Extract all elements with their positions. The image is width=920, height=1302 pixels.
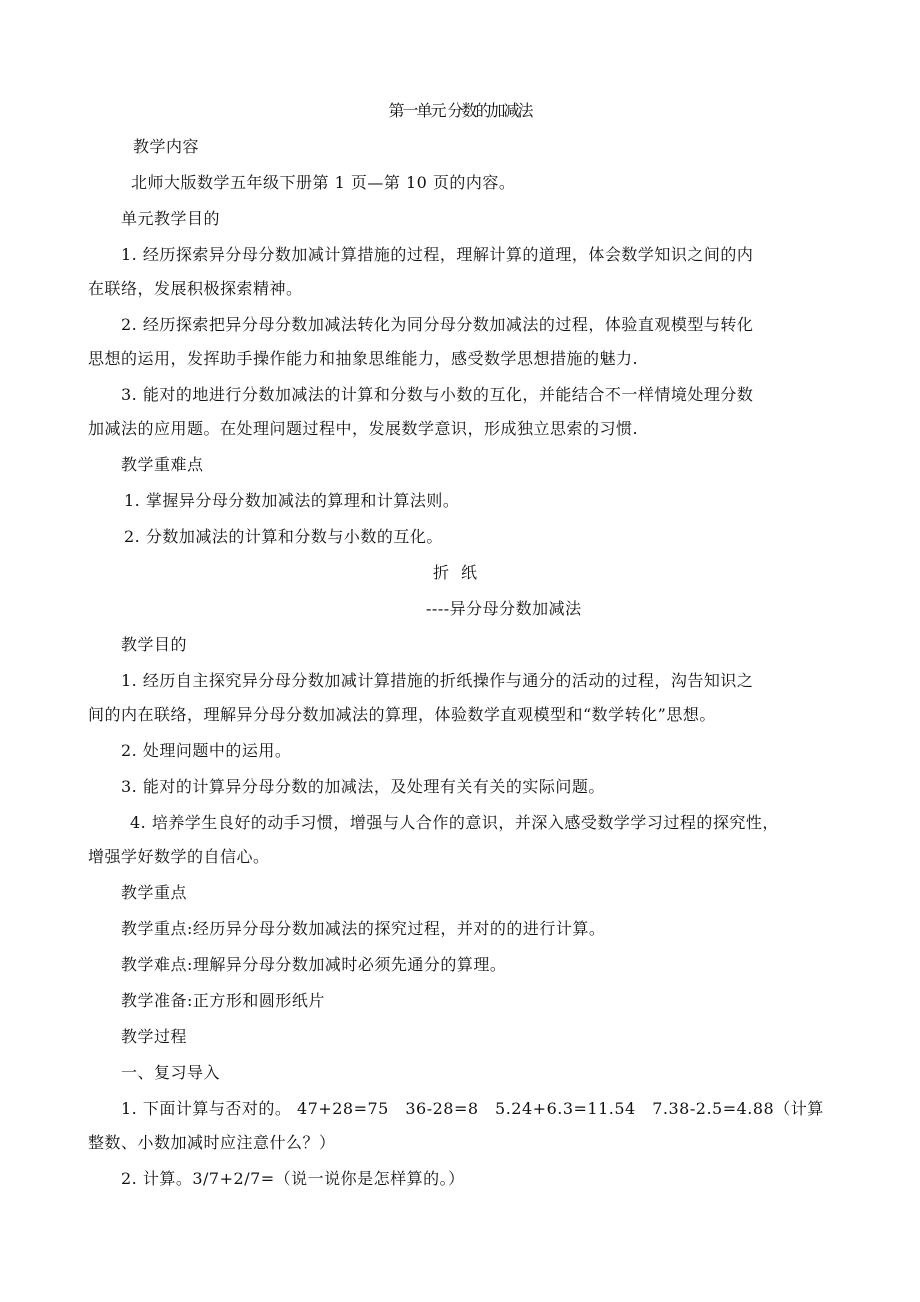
unit-goal-3-line-2: 加减法的应用题。在处理问题过程中，发展数学意识，形成独立思索的习惯. — [88, 419, 639, 438]
lesson-goal-3: 3. 能对的计算异分母分数的加减法，及处理有关有关的实际问题。 — [121, 777, 605, 796]
unit-goal-3-line-1: 3. 能对的地进行分数加减法的计算和分数与小数的互化，并能结合不一样情境处理分数 — [121, 385, 754, 404]
lesson-goal-4-line-2: 增强学好数学的自信心。 — [88, 847, 270, 866]
document-title: 第一单元 分数的加减法 — [388, 101, 532, 120]
lesson-goal-4-line-1: 4. 培养学生良好的动手习惯，增强与人合作的意识，并深入感受数学学习过程的探究性， — [130, 813, 779, 832]
review-question-1-line-2: 整数、小数加减时应注意什么？） — [88, 1133, 336, 1152]
teaching-content-text: 北师大版数学五年级下册第 1 页—第 10 页的内容。 — [131, 173, 516, 192]
lesson-goal-2: 2. 处理问题中的运用。 — [121, 741, 292, 760]
unit-goal-1-line-1: 1. 经历探索异分母分数加减计算措施的过程，理解计算的道理，体会数学知识之间的内 — [121, 245, 754, 264]
unit-goal-1-line-2: 在联络，发展积极探索精神。 — [88, 279, 303, 298]
lesson-difficult-point: 教学难点:理解异分母分数加减时必须先通分的算理。 — [121, 955, 507, 974]
heading-lesson-goals: 教学目的 — [121, 635, 188, 654]
lesson-goal-1-line-1: 1. 经历自主探究异分母分数加减计算措施的折纸操作与通分的活动的过程，沟告知识之 — [121, 671, 754, 690]
heading-lesson-key: 教学重点 — [121, 883, 188, 902]
unit-goal-2-line-1: 2. 经历探索把异分母分数加减法转化为同分母分数加减法的过程，体验直观模型与转化 — [121, 315, 754, 334]
heading-key-difficult: 教学重难点 — [121, 455, 204, 474]
lesson-preparation: 教学准备:正方形和圆形纸片 — [121, 991, 325, 1010]
lesson-subtitle: ----异分母分数加减法 — [426, 599, 582, 618]
key-point-2: 2. 分数加减法的计算和分数与小数的互化。 — [124, 527, 443, 546]
lesson-goal-1-line-2: 间的内在联络，理解异分母分数加减法的算理，体验数学直观模型和“数学转化”思想。 — [88, 705, 716, 724]
key-point-1: 1. 掌握异分母分数加减法的算理和计算法则。 — [124, 491, 460, 510]
heading-unit-goals: 单元教学目的 — [121, 209, 221, 228]
review-question-1-line-1: 1. 下面计算与否对的。 47+28=75 36-28=8 5.24+6.3=11.54 7.38-2.5=4.88（计算 — [121, 1099, 824, 1118]
heading-teaching-content: 教学内容 — [133, 137, 200, 156]
lesson-key-point: 教学重点:经历异分母分数加减法的探究过程，并对的的进行计算。 — [121, 919, 606, 938]
heading-teaching-process: 教学过程 — [121, 1027, 188, 1046]
process-step-1: 一、复习导入 — [121, 1063, 221, 1082]
lesson-title: 折 纸 — [432, 563, 475, 582]
review-question-2: 2. 计算。3/7+2/7=（说一说你是怎样算的。） — [121, 1169, 465, 1188]
unit-goal-2-line-2: 思想的运用，发挥助手操作能力和抽象思维能力，感受数学思想措施的魅力. — [88, 349, 639, 368]
